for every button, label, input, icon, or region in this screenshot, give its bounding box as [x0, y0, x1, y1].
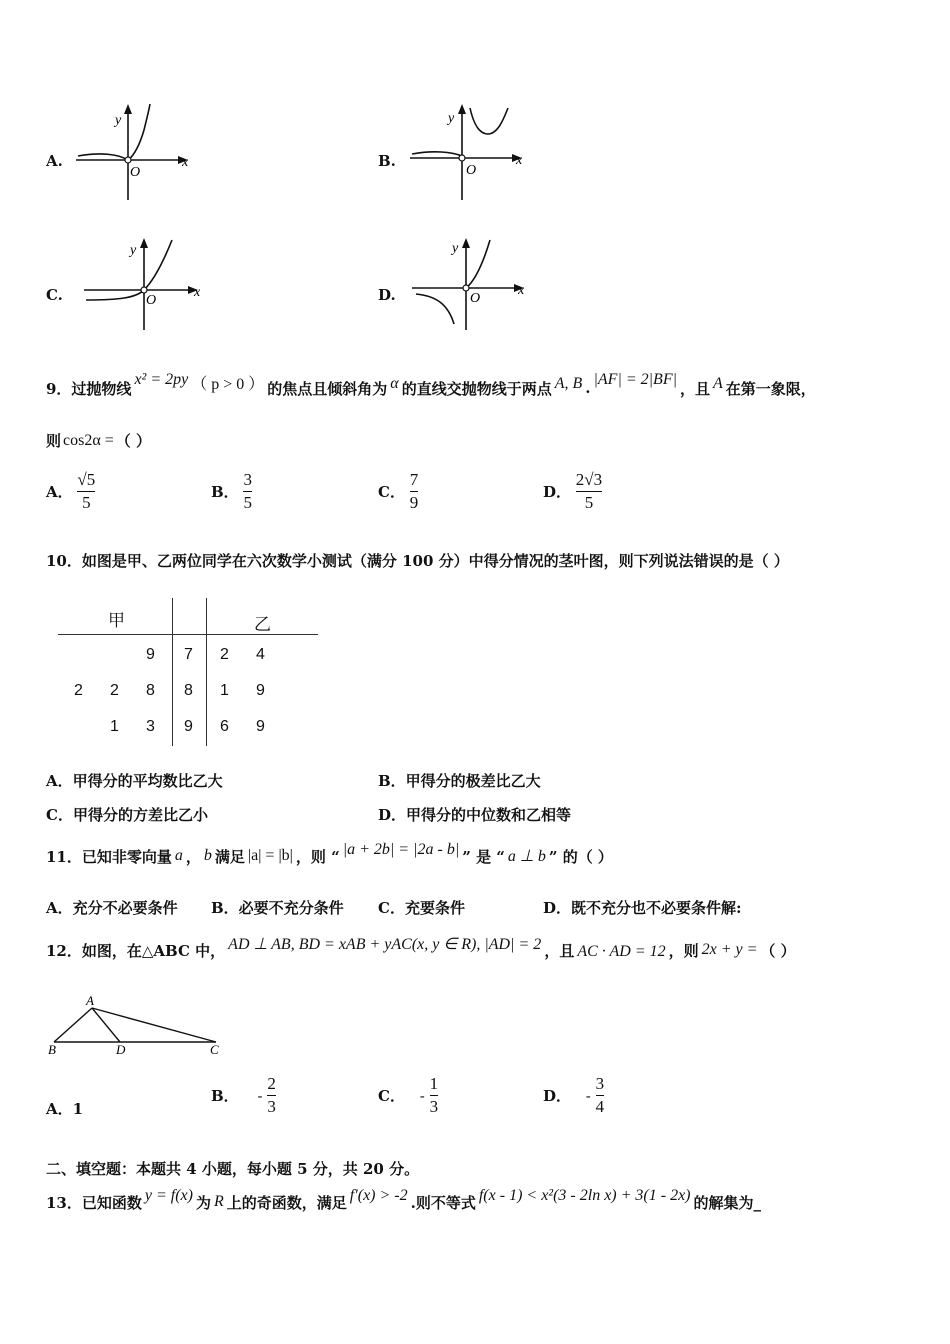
vertex-c: C	[210, 1042, 219, 1057]
graph-a-o: O	[130, 165, 141, 180]
q11-num: 11．已知非零向量	[46, 847, 172, 866]
graph-d-o: O	[470, 291, 481, 306]
q13-text2: 为	[195, 1193, 211, 1212]
q12-opt-d-label: D．	[543, 1087, 572, 1105]
q12-option-c	[378, 1074, 438, 1117]
graph-d-x: x	[518, 283, 525, 298]
leaf-left: 3	[146, 718, 155, 735]
graph-d	[406, 234, 536, 334]
q11-vec-b: b	[203, 847, 212, 864]
stem: 9	[184, 718, 193, 735]
q11-sep: ，	[185, 847, 201, 866]
q11-text5: ” 的（ ）	[548, 847, 613, 866]
q10-option-c: C．甲得分的方差比乙小	[46, 806, 208, 824]
q12-option-b	[211, 1074, 276, 1117]
graph-d-y: y	[452, 241, 459, 256]
q12-opt-c-label: C．	[378, 1087, 405, 1105]
leaf-right: 1	[220, 682, 229, 699]
graph-a-y: y	[115, 113, 122, 128]
q13-stem	[46, 1186, 761, 1218]
q13-ineq: f(x - 1) < x²(3 - 2ln x) + 3(1 - 2x)	[478, 1187, 691, 1204]
leaf-left: 9	[146, 646, 155, 663]
q12-option-a	[46, 1098, 83, 1119]
q11-option-b: B．必要不充分条件	[211, 899, 344, 917]
q12-text4: （ ）	[760, 941, 796, 960]
q11-cond1: |a| = |b|	[247, 847, 293, 864]
q11-text4: ” 是 “	[462, 847, 505, 866]
q9-alpha: α	[390, 375, 399, 392]
q12-opt-d-num: 3	[595, 1074, 605, 1093]
q12-opt-d-den: 4	[595, 1097, 605, 1116]
q9-point-a: A	[713, 375, 723, 392]
q12-opt-b-den: 3	[267, 1097, 276, 1116]
q12-opt-c-den: 3	[429, 1097, 439, 1116]
q9-curve: x² = 2py	[134, 371, 189, 388]
q9-opt-c-label: C．	[378, 483, 405, 501]
q10-stem: 10．如图是甲、乙两位同学在六次数学小测试（满分 100 分）中得分情况的茎叶图，则下列说法错误的是（ ）	[46, 552, 789, 570]
q9-cos-expr: cos2α =	[63, 431, 114, 449]
stem: 7	[184, 646, 193, 663]
q10-option-d: D．甲得分的中位数和乙相等	[378, 806, 572, 824]
q9-opt-c-num: 7	[409, 470, 419, 489]
q13-text3: 上的奇函数，满足	[226, 1193, 347, 1212]
q12-text3: ，则	[668, 941, 699, 960]
graph-b-o: O	[466, 163, 477, 178]
q10-option-a: A．甲得分的平均数比乙大	[46, 772, 223, 790]
leaf-left: 2	[110, 682, 119, 699]
q13-func: y = f(x)	[144, 1187, 193, 1204]
q13-cond: f′(x) > -2	[349, 1187, 408, 1204]
leaf-right: 9	[256, 682, 265, 699]
q12-expr: AD ⊥ AB, BD = xAB + yAC(x, y ∈ R), |AD| = 2	[228, 936, 542, 953]
q9-opt-d-num: 2√3	[575, 470, 603, 489]
q11-text3: ，则 “	[295, 847, 340, 866]
q9-opt-b-den: 5	[243, 493, 252, 512]
leaf-left: 1	[110, 718, 119, 735]
q9-text1: 的焦点且倾斜角为	[267, 379, 388, 398]
q9-dot: .	[585, 379, 591, 397]
q9-text2: 的直线交抛物线于两点	[401, 379, 552, 398]
q9-line2-prefix: 则	[46, 432, 62, 450]
q12-expr3: 2x + y =	[701, 941, 758, 958]
q13-num: 13．已知函数	[46, 1193, 142, 1212]
q12-option-d	[543, 1074, 604, 1117]
q12-expr2: AC · AD = 12	[577, 943, 666, 960]
q12-text2: ，且	[544, 941, 575, 960]
q12-opt-b-sign: -	[257, 1086, 263, 1105]
q9-opt-d-den: 5	[584, 493, 594, 512]
table-head-yi: 乙	[254, 615, 271, 634]
option-a-label: A.	[46, 152, 63, 170]
q9-num: 9．过抛物线	[46, 379, 132, 398]
q11-cond2: |a + 2b| = |2a - b|	[342, 841, 460, 858]
q11-cond3: a ⊥ b	[507, 848, 546, 865]
q9-opt-c-den: 9	[409, 493, 419, 512]
section-title: 二、填空题：本题共 4 小题，每小题 5 分，共 20 分。	[46, 1160, 420, 1178]
q13-text5: 的解集为_	[693, 1193, 762, 1212]
q9-stem	[46, 372, 816, 404]
graph-c-o: O	[146, 293, 157, 308]
option-b-label: B.	[378, 152, 396, 170]
q9-cond: （ p > 0 ）	[191, 375, 265, 393]
leaf-right: 9	[256, 718, 265, 735]
leaf-right: 2	[220, 646, 229, 663]
q9-option-a	[46, 470, 95, 513]
q9-paren: （ ）	[115, 432, 151, 450]
table-head-jia: 甲	[108, 611, 125, 630]
q11-vec-a: a	[174, 847, 183, 864]
q13-r: R	[214, 1193, 224, 1210]
q12-opt-c-num: 1	[429, 1074, 439, 1093]
q12-opt-d-sign: -	[585, 1086, 591, 1105]
q9-opt-d-label: D．	[543, 483, 572, 501]
q11-option-d: D．既不充分也不必要条件解:	[543, 899, 742, 917]
q9-opt-a-num: √5	[77, 470, 96, 489]
q9-opt-a-den: 5	[82, 493, 91, 512]
vertex-d: D	[116, 1042, 126, 1057]
option-c-label: C.	[46, 286, 63, 304]
q9-option-d	[543, 470, 602, 513]
q11-stem	[46, 840, 613, 872]
q9-relation: |AF| = 2|BF|	[593, 371, 677, 388]
graph-a-x: x	[182, 155, 189, 170]
graph-b	[404, 100, 534, 205]
q11-option-a: A．充分不必要条件	[46, 899, 178, 917]
leaf-left: 8	[146, 682, 155, 699]
stem-leaf-table	[58, 596, 320, 748]
q12-opt-a-val: 1	[72, 1100, 84, 1118]
q9-opt-a-label: A．	[46, 483, 73, 501]
vertex-b: B	[48, 1042, 56, 1057]
q11-option-c: C．充要条件	[378, 899, 465, 917]
q9-option-c	[378, 470, 418, 513]
option-d-label: D.	[378, 286, 396, 304]
q9-text3: ，且	[679, 379, 710, 398]
q9-opt-b-label: B．	[211, 483, 239, 501]
leaf-right: 4	[256, 646, 265, 663]
graph-c-x: x	[194, 285, 201, 300]
q9-line2	[46, 430, 151, 451]
graph-c	[78, 234, 208, 334]
vertex-a: A	[86, 993, 94, 1008]
q12-opt-c-sign: -	[419, 1086, 425, 1105]
q12-stem	[46, 934, 796, 966]
q9-text4: 在第一象限，	[725, 379, 816, 398]
q9-points: A, B	[554, 375, 583, 392]
q12-opt-b-num: 2	[267, 1074, 276, 1093]
triangle-figure	[44, 990, 234, 1058]
q13-text4: .则不等式	[410, 1193, 476, 1212]
q10-option-b: B．甲得分的极差比乙大	[378, 772, 541, 790]
q12-opt-b-label: B．	[211, 1087, 239, 1105]
graph-b-x: x	[516, 153, 523, 168]
q12-opt-a-label: A．	[46, 1100, 73, 1118]
leaf-right: 6	[220, 718, 229, 735]
q9-opt-b-num: 3	[243, 470, 252, 489]
graph-a	[70, 100, 200, 205]
q9-option-b	[211, 470, 252, 513]
stem: 8	[184, 682, 193, 699]
graph-b-y: y	[448, 111, 455, 126]
q11-text2: 满足	[214, 847, 245, 866]
graph-c-y: y	[130, 243, 137, 258]
leaf-left: 2	[74, 682, 83, 699]
q12-num: 12．如图，在△ABC 中，	[46, 941, 226, 960]
